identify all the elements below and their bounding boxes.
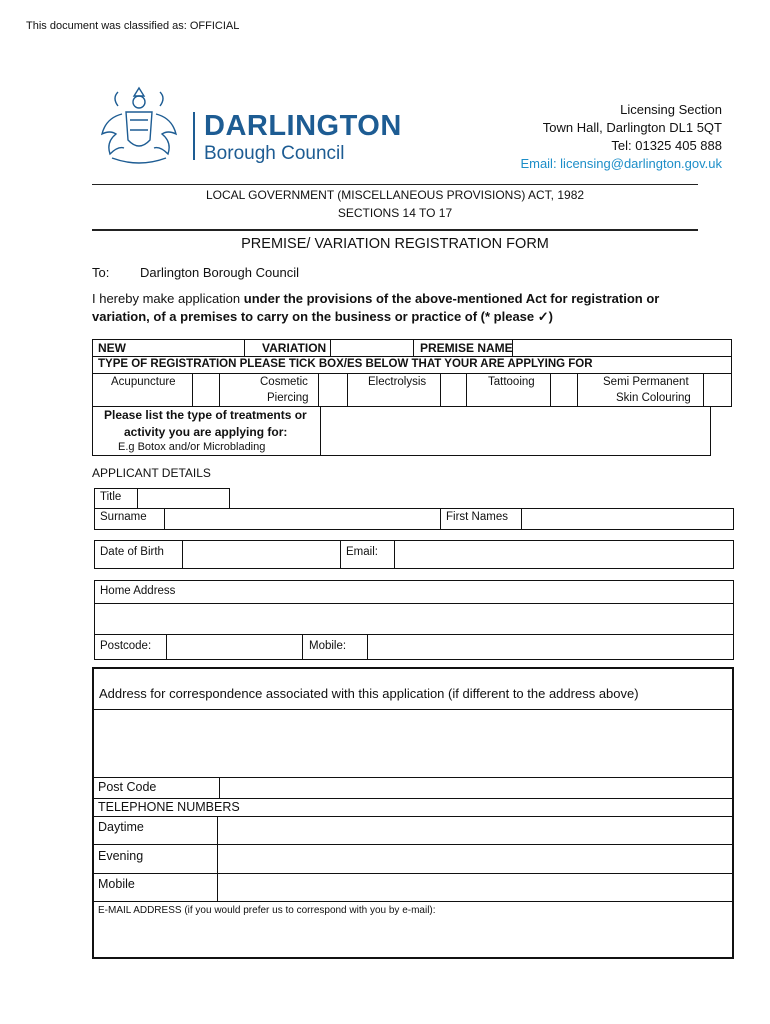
correspondence-email-field[interactable] xyxy=(94,920,732,957)
contact-section: Licensing Section xyxy=(620,102,722,117)
email-label: Email: xyxy=(346,546,378,558)
contact-tel: Tel: 01325 405 888 xyxy=(611,138,722,153)
surname-field[interactable] xyxy=(165,509,440,529)
premise-name-label: PREMISE NAME xyxy=(420,341,513,355)
type-header: TYPE OF REGISTRATION PLEASE TICK BOX/ES BELOW THAT YOUR ARE APPLYING FOR xyxy=(98,358,593,370)
email-field[interactable] xyxy=(395,541,733,568)
type-skin-colouring: Skin Colouring xyxy=(616,392,691,404)
treatments-label-line2: activity you are applying for: xyxy=(124,425,288,439)
dob-label: Date of Birth xyxy=(100,546,164,558)
logo-subtitle: Borough Council xyxy=(204,143,345,164)
treatments-label-line1: Please list the type of treatments or xyxy=(104,408,307,422)
corr-mobile-label: Mobile xyxy=(98,877,135,891)
intro-line1 xyxy=(92,291,659,306)
to-label: To: xyxy=(92,265,110,280)
postcode-label: Postcode: xyxy=(100,640,152,652)
evening-label: Evening xyxy=(98,849,144,863)
variation-option: VARIATION xyxy=(262,341,327,355)
act-sections: SECTIONS 14 TO 17 xyxy=(337,206,453,220)
type-electrolysis: Electrolysis xyxy=(368,376,427,388)
new-option: NEW xyxy=(98,341,126,355)
form-title: PREMISE/ VARIATION REGISTRATION FORM xyxy=(241,236,549,252)
cosmetic-piercing-tick-box[interactable] xyxy=(319,374,347,406)
dob-field[interactable] xyxy=(183,541,340,568)
mobile-field[interactable] xyxy=(368,635,733,659)
intro-bold: under the provisions of the above-mentioned Act for registration or xyxy=(243,291,660,306)
mobile-label: Mobile: xyxy=(309,640,347,652)
daytime-label: Daytime xyxy=(98,820,144,834)
type-piercing: Piercing xyxy=(267,392,309,404)
divider xyxy=(92,229,698,231)
surname-label: Surname xyxy=(100,511,147,523)
premise-name-field[interactable] xyxy=(513,340,731,356)
evening-phone-field[interactable] xyxy=(218,845,732,873)
type-acupuncture: Acupuncture xyxy=(111,376,176,388)
first-names-field[interactable] xyxy=(522,509,733,529)
logo-divider xyxy=(193,112,195,160)
correspondence-heading: Address for correspondence associated with this application (if different to the address above) xyxy=(99,686,639,701)
contact-email: Email: licensing@darlington.gov.uk xyxy=(520,156,722,171)
intro-line2: variation, of a premises to carry on the business or practice of (* please ✓) xyxy=(92,309,553,324)
correspondence-address-field[interactable] xyxy=(94,710,732,777)
daytime-phone-field[interactable] xyxy=(218,817,732,844)
home-address-label: Home Address xyxy=(100,585,176,597)
home-address-field[interactable] xyxy=(95,604,733,634)
divider xyxy=(92,184,698,185)
logo-wordmark: DARLINGTON xyxy=(204,110,402,142)
type-tattooing: Tattooing xyxy=(488,376,535,388)
acupuncture-tick-box[interactable] xyxy=(193,374,219,406)
treatments-example: E.g Botox and/or Microblading xyxy=(118,441,266,453)
email-note-label: E-MAIL ADDRESS (if you would prefer us to correspond with you by e-mail): xyxy=(98,905,436,916)
semi-permanent-tick-box[interactable] xyxy=(704,374,731,406)
title-label: Title xyxy=(100,491,122,503)
contact-address: Town Hall, Darlington DL1 5QT xyxy=(542,120,722,135)
type-cosmetic: Cosmetic xyxy=(260,376,308,388)
variation-tick-box[interactable] xyxy=(331,340,413,356)
act-title: LOCAL GOVERNMENT (MISCELLANEOUS PROVISIONS) ACT, 1982 xyxy=(205,188,585,202)
type-semi-permanent: Semi Permanent xyxy=(603,376,689,388)
telephone-numbers-label: TELEPHONE NUMBERS xyxy=(98,800,240,814)
intro-prefix: I hereby make application xyxy=(92,291,244,306)
to-value: Darlington Borough Council xyxy=(140,265,299,280)
treatments-field[interactable] xyxy=(320,406,711,456)
post-code-label: Post Code xyxy=(98,780,157,794)
tattooing-tick-box[interactable] xyxy=(551,374,577,406)
corr-mobile-field[interactable] xyxy=(218,874,732,901)
correspondence-postcode-field[interactable] xyxy=(220,778,732,798)
council-crest-logo xyxy=(92,84,186,170)
title-field[interactable] xyxy=(138,489,229,508)
postcode-field[interactable] xyxy=(167,635,302,659)
classification-label: This document was classified as: OFFICIAL xyxy=(26,20,240,32)
applicant-heading: APPLICANT DETAILS xyxy=(92,466,211,480)
electrolysis-tick-box[interactable] xyxy=(441,374,466,406)
first-names-label: First Names xyxy=(446,511,508,523)
